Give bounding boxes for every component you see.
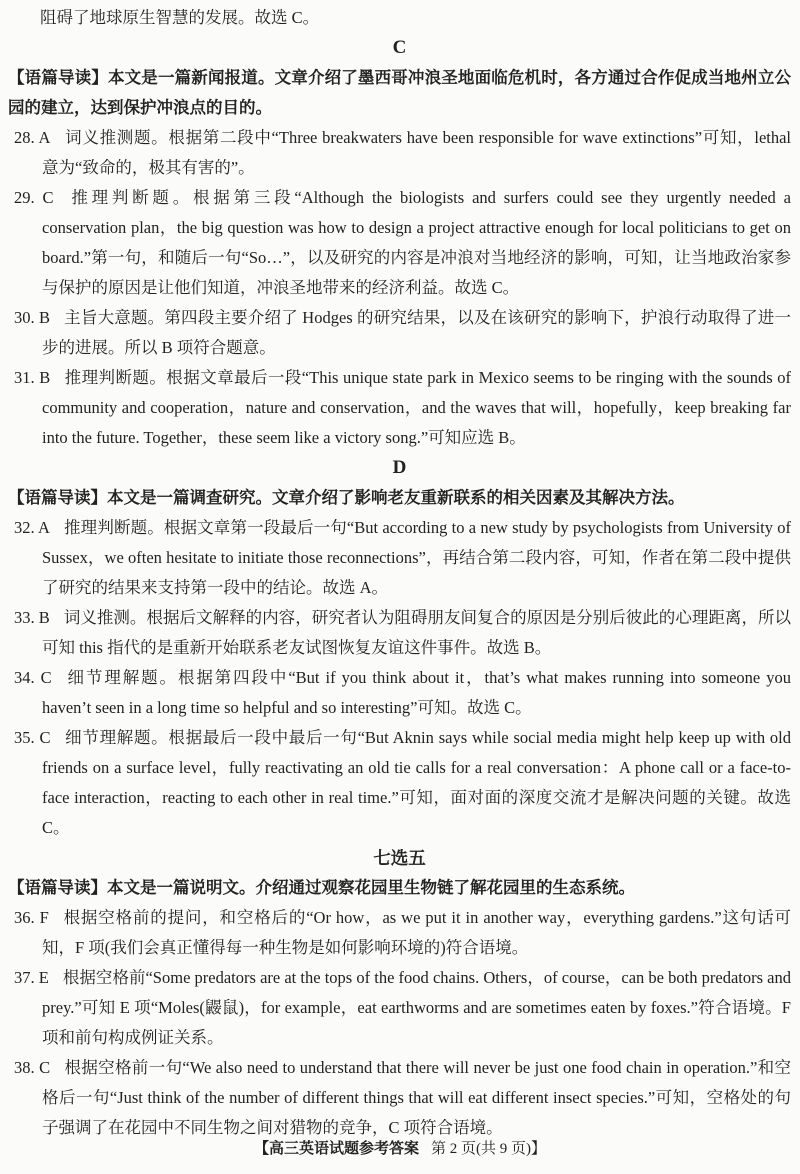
answer-item <box>8 723 791 843</box>
explanation-text: 推理判断题。根据文章第一段最后一句“But according to a new study by psychologists from University of Sussex，we often hesitate to initiate those reconnections”，再结合第二段内容，可知，作者在第二段中提供了研究的结果来支持第一段中的结论。故选 A。 <box>42 518 791 597</box>
intro-label: 【语篇导读】 <box>8 489 107 507</box>
explanation-text: 词义推测题。根据第二段中“Three breakwaters have been responsible for wave extinctions”可知，lethal 意为“致命的，极其有害的”。 <box>42 128 792 177</box>
question-number-and-answer: 33. B <box>14 608 50 627</box>
intro-label: 【语篇导读】 <box>8 69 108 87</box>
section-heading: 七选五 <box>373 848 426 868</box>
answer-item <box>8 363 791 453</box>
explanation-text: 细节理解题。根据第四段中“But if you think about it，that’s what makes running into someone you haven’t seen in a long time so helpful and so interesting”可知。故选 C。 <box>42 668 791 717</box>
passage-intro <box>8 873 791 903</box>
answer-item <box>8 603 791 663</box>
answer-item <box>8 1053 791 1143</box>
intro-text: 本文是一篇说明文。介绍通过观察花园里生物链了解花园里的生态系统。 <box>107 878 635 897</box>
page-footer <box>0 1137 800 1160</box>
explanation-text: 推理判断题。根据文章最后一段“This unique state park in Mexico seems to be ringing with the sounds of community and cooperation，nature and conservation，and the waves that will，hopefully，keep breaking far into the future. Together，these seem like a victory song.”可知应选 B。 <box>42 368 791 447</box>
question-number-and-answer: 31. B <box>14 368 51 387</box>
question-number-and-answer: 35. C <box>14 728 51 747</box>
intro-label: 【语篇导读】 <box>8 879 107 897</box>
explanation-text: 根据空格前一句“We also need to understand that there will never be just one food chain in operation.”和空格后一句“Just think of the number of different things that will eat different insect species.”可知，空格处的句子强调了在花园中不同生物之间对猎物的竞争，C 项符合语境。 <box>42 1058 791 1137</box>
explanation-text: 细节理解题。根据最后一段中最后一句“But Aknin says while social media might help keep up with old friends on a surface level，fully reactivating an old tie calls for a real conversation：A phone call or a face-to-face interaction，reacting to each other in real time.”可知，面对面的深度交流才是解决问题的关键。故选 C。 <box>42 728 791 837</box>
explanation-text: 推理判断题。根据第三段“Although the biologists and surfers could see they urgently needed a conservation plan，the big question was how to design a project attractive enough for local politicians to get on board.”第一句，和随后一句“So…”，以及研究的内容是冲浪对当地经济的影响，可知，让当地政治家参与保护的原因是让他们知道，冲浪圣地带来的经济利益。故选 C。 <box>42 188 791 297</box>
explanation-text: 词义推测。根据后文解释的内容，研究者认为阻碍朋友间复合的原因是分别后彼此的心理距离，所以可知 this 指代的是重新开始联系老友试图恢复友谊这件事件。故选 B。 <box>42 608 792 657</box>
answer-item <box>8 183 791 303</box>
question-number-and-answer: 38. C <box>14 1058 51 1077</box>
footer-title: 【高三英语试题参考答案 <box>253 1140 419 1157</box>
section-heading: D <box>392 457 407 478</box>
answer-item <box>8 663 791 723</box>
answer-item <box>8 303 791 363</box>
question-number-and-answer: 36. F <box>14 908 49 927</box>
footer-page-number: 第 2 页(共 9 页)】 <box>431 1141 546 1157</box>
answer-item <box>8 963 791 1053</box>
question-number-and-answer: 37. E <box>14 968 49 987</box>
question-number-and-answer: 34. C <box>14 668 52 687</box>
question-number-and-answer: 28. A <box>14 128 51 147</box>
answer-item <box>8 903 791 963</box>
answer-section-c <box>8 33 791 453</box>
continuation-paragraph: 阻碍了地球原生智慧的发展。故选 C。 <box>40 8 320 27</box>
intro-text: 本文是一篇新闻报道。文章介绍了墨西哥冲浪圣地面临危机时，各方通过合作促成当地州立公园的建立，达到保护冲浪点的目的。 <box>8 68 792 117</box>
intro-text: 本文是一篇调查研究。文章介绍了影响老友重新联系的相关因素及其解决方法。 <box>107 488 685 507</box>
passage-intro <box>8 63 791 123</box>
section-heading: C <box>392 37 407 58</box>
question-number-and-answer: 29. C <box>14 188 54 207</box>
explanation-text: 主旨大意题。第四段主要介绍了 Hodges 的研究结果，以及在该研究的影响下，护浪行动取得了进一步的进展。所以 B 项符合题意。 <box>42 308 791 357</box>
explanation-text: 根据空格前“Some predators are at the tops of the food chains. Others，of course，can be both predators and prey.”可知 E 项“Moles(鼹鼠)，for example，eat earthworms and are sometimes eaten by foxes.”符合语境。F 项和前句构成例证关系。 <box>42 968 791 1047</box>
question-number-and-answer: 32. A <box>14 518 50 537</box>
answer-item <box>8 123 791 183</box>
passage-intro <box>8 483 791 513</box>
answer-section-seven-choose-five <box>8 843 791 1143</box>
explanation-text: 根据空格前的提问，和空格后的“Or how，as we put it in another way，everything gardens.”这句话可知，F 项(我们会真正懂得每一种生物是如何影响环境的)符合语境。 <box>42 908 791 957</box>
answer-item <box>8 513 791 603</box>
answer-section-d <box>8 453 791 843</box>
question-number-and-answer: 30. B <box>14 308 50 327</box>
